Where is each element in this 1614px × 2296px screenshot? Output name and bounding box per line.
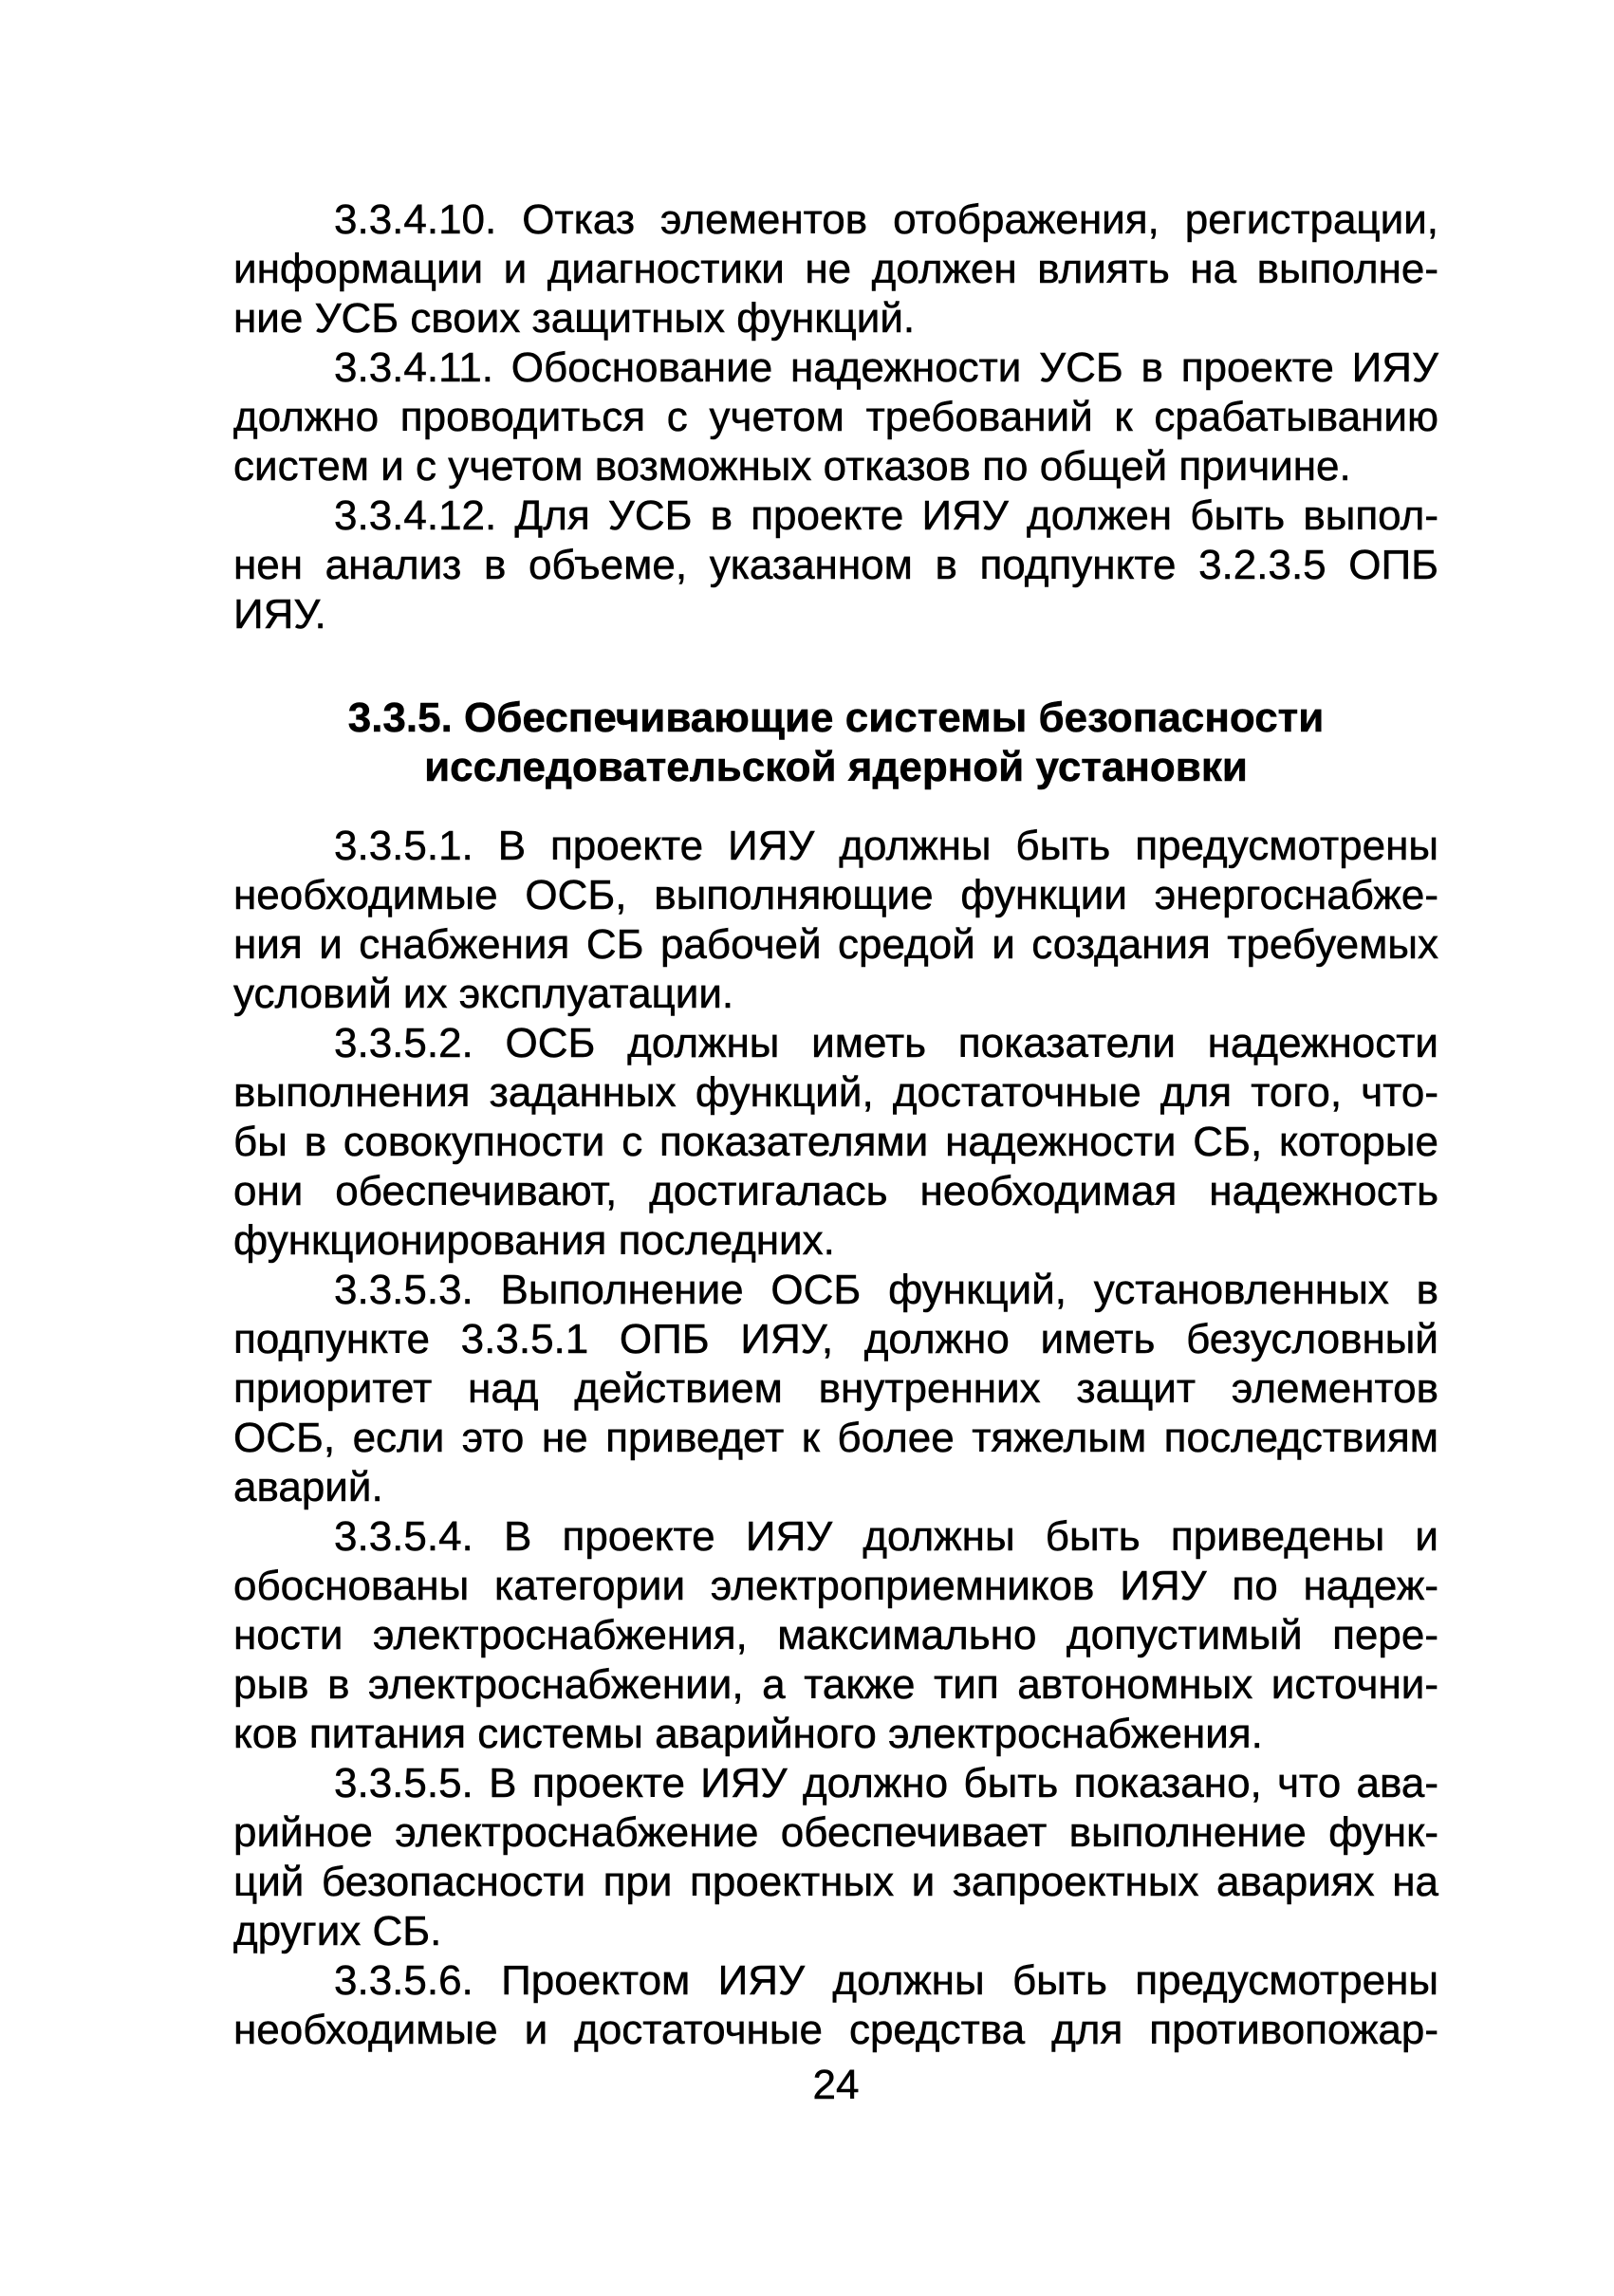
paragraph-line: нен анализ в объеме, указанном в подпункте 3.2.3.5 ОПБ — [233, 542, 1438, 588]
paragraph-line: других СБ. — [233, 1908, 442, 1954]
paragraph — [233, 1956, 1438, 2055]
paragraph-line: рийное электроснабжение обеспечивает выполнение функ- — [233, 1809, 1438, 1856]
paragraph-line: бы в совокупности с показателями надежности СБ, которые — [233, 1119, 1438, 1165]
paragraph-line: ций безопасности при проектных и запроектных авариях на — [233, 1859, 1438, 1905]
paragraph-line: подпункте 3.3.5.1 ОПБ ИЯУ, должно иметь безусловный — [233, 1316, 1438, 1362]
paragraph-line: 3.3.5.4. В проекте ИЯУ должны быть приведены и — [334, 1513, 1438, 1560]
paragraph-line: ОСБ, если это не приведет к более тяжелым последствиям — [233, 1415, 1438, 1461]
paragraph — [233, 343, 1438, 491]
paragraph-line: 3.3.5.5. В проекте ИЯУ должно быть показано, что ава- — [334, 1760, 1438, 1806]
paragraph — [233, 822, 1438, 1019]
paragraph — [233, 1266, 1438, 1512]
paragraph-line: 3.3.5.1. В проекте ИЯУ должны быть предусмотрены — [334, 823, 1438, 869]
paragraph — [233, 1759, 1438, 1956]
paragraph-line: выполнения заданных функций, достаточные для того, что- — [233, 1069, 1438, 1116]
paragraph-line: ков питания системы аварийного электроснабжения. — [233, 1711, 1263, 1757]
paragraph — [233, 491, 1438, 639]
paragraph — [233, 195, 1438, 343]
paragraph-line: необходимые ОСБ, выполняющие функции энергоснабже- — [233, 872, 1438, 918]
paragraph-line: приоритет над действием внутренних защит элементов — [233, 1365, 1438, 1412]
paragraph-line: ности электроснабжения, максимально допустимый пере- — [233, 1612, 1438, 1658]
paragraph-line: аварий. — [233, 1464, 383, 1510]
paragraph-line: они обеспечивают, достигалась необходимая надежность — [233, 1168, 1438, 1214]
paragraph-line: 3.3.5.2. ОСБ должны иметь показатели надежности — [334, 1020, 1438, 1066]
paragraph-line: информации и диагностики не должен влиять на выполне- — [233, 246, 1438, 292]
paragraph-line: 3.3.4.11. Обоснование надежности УСБ в проекте ИЯУ — [334, 344, 1438, 391]
paragraph-line: ние УСБ своих защитных функций. — [233, 295, 916, 342]
paragraph-line: обоснованы категории электроприемников ИЯУ по надеж- — [233, 1563, 1438, 1609]
paragraph-line: условий их эксплуатации. — [233, 971, 734, 1017]
paragraph-line: должно проводиться с учетом требований к срабатыванию — [233, 394, 1438, 440]
paragraph — [233, 1019, 1438, 1266]
paragraph — [233, 1512, 1438, 1759]
paragraph-line: 3.3.4.12. Для УСБ в проекте ИЯУ должен быть выпол- — [334, 492, 1438, 539]
section-heading — [233, 694, 1438, 792]
document-text-block — [233, 195, 1438, 2055]
paragraph-line: систем и с учетом возможных отказов по общей причине. — [233, 443, 1351, 490]
paragraph-line: функционирования последних. — [233, 1217, 835, 1264]
section-heading-line: исследовательской ядерной установки — [424, 744, 1248, 790]
paragraph-line: 3.3.5.3. Выполнение ОСБ функций, установленных в — [334, 1267, 1438, 1313]
paragraph-line: 3.3.5.6. Проектом ИЯУ должны быть предусмотрены — [334, 1957, 1438, 2004]
paragraph-line: рыв в электроснабжении, а также тип автономных источни- — [233, 1661, 1438, 1708]
paragraph-line: 3.3.4.10. Отказ элементов отображения, регистрации, — [334, 196, 1438, 243]
page-number: 24 — [812, 2062, 860, 2108]
paragraph-line: необходимые и достаточные средства для противопожар- — [233, 2007, 1438, 2053]
section-heading-line: 3.3.5. Обеспечивающие системы безопасности — [347, 694, 1325, 741]
paragraph-line: ИЯУ. — [233, 591, 326, 638]
paragraph-line: ния и снабжения СБ рабочей средой и создания требуемых — [233, 921, 1438, 968]
